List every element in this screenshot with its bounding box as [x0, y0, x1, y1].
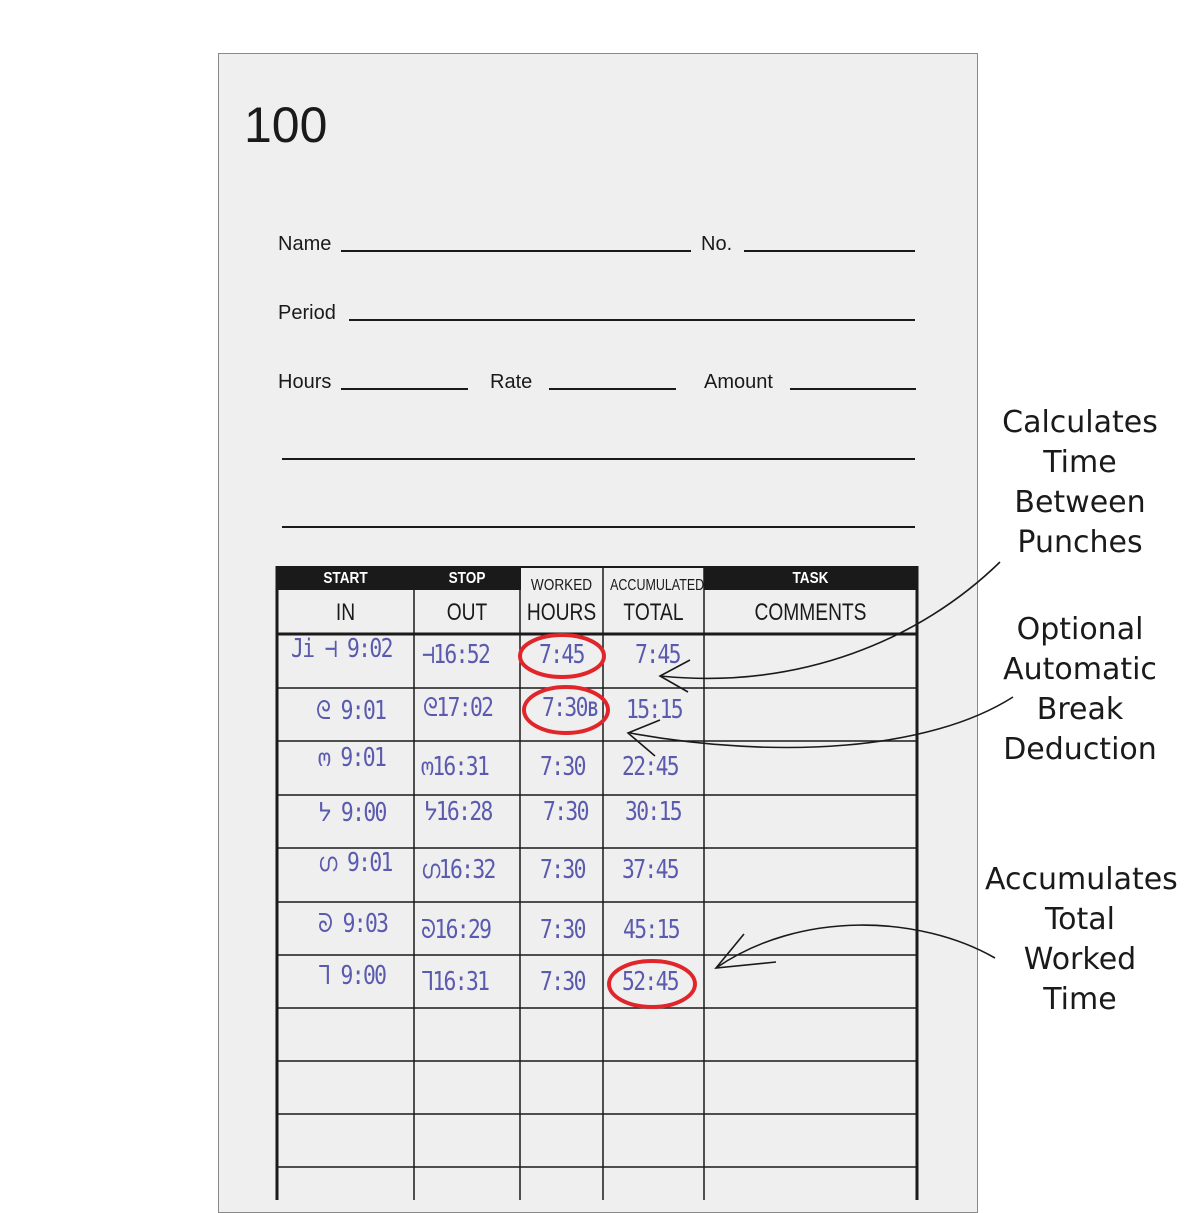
- header-task: TASK: [792, 570, 829, 587]
- row-2-worked: 7:30ʙ: [542, 693, 598, 723]
- arrow-accum: [716, 925, 995, 968]
- annotation-break-deduction: Optional Automatic Break Deduction: [1003, 612, 1157, 767]
- rate-label: Rate: [490, 371, 533, 393]
- row-6-out: ᘐ16:29: [421, 915, 491, 945]
- row-3-in: ო 9:01: [318, 743, 386, 773]
- row-4-out: ᔭ16:28: [424, 797, 492, 827]
- period-label: Period: [278, 302, 336, 324]
- header-total: TOTAL: [623, 599, 684, 626]
- row-6-in: ᘐ 9:03: [318, 909, 388, 939]
- row-4-worked: 7:30: [543, 797, 588, 827]
- row-1-in: Ji ⊣ 9:02: [291, 634, 392, 664]
- row-4-total: 30:15: [625, 797, 681, 827]
- no-label: No.: [701, 233, 733, 255]
- header-worked: WORKED: [530, 577, 593, 594]
- row-3-total: 22:45: [622, 752, 678, 782]
- annotation-calculates-time: Calculates Time Between Punches: [1002, 405, 1158, 560]
- arrow-break: [630, 697, 1013, 747]
- card-number: 100: [244, 97, 328, 153]
- header-in: IN: [335, 599, 356, 626]
- hours-label: Hours: [278, 371, 332, 393]
- row-6-total: 45:15: [623, 915, 679, 945]
- arrow-calc: [660, 562, 1000, 678]
- row-1-total: 7:45: [635, 640, 680, 670]
- arrows: [628, 562, 1013, 968]
- highlight-oval-total: [609, 961, 695, 1007]
- row-2-total: 15:15: [626, 695, 682, 725]
- amount-label: Amount: [704, 371, 773, 393]
- row-6-worked: 7:30: [540, 915, 585, 945]
- row-1-out: ⊣16:52: [422, 640, 490, 670]
- row-2-in: ᘓ 9:01: [316, 696, 386, 726]
- highlight-oval-worked-2: [524, 687, 608, 733]
- header-stop: STOP: [448, 570, 486, 587]
- header-start: START: [323, 570, 368, 587]
- row-4-in: ᔭ 9:00: [318, 798, 386, 828]
- row-7-out: ᒣ16:31: [421, 967, 489, 997]
- row-7-total: 52:45: [622, 967, 678, 997]
- header-hours: HOURS: [526, 599, 597, 626]
- row-3-out: ო16:31: [421, 752, 489, 782]
- row-7-in: ᒣ 9:00: [318, 961, 386, 991]
- row-3-worked: 7:30: [540, 752, 585, 782]
- row-7-worked: 7:30: [540, 967, 585, 997]
- row-5-in: ഗ 9:01: [318, 848, 392, 878]
- row-5-worked: 7:30: [540, 855, 585, 885]
- header-out: OUT: [446, 599, 488, 626]
- row-5-total: 37:45: [622, 855, 678, 885]
- highlight-oval-worked-1: [520, 635, 604, 677]
- header-accumulated: ACCUMULATED: [610, 577, 705, 594]
- annotation-accumulates-total: Accumulates Total Worked Time: [985, 862, 1178, 1017]
- name-label: Name: [278, 233, 332, 255]
- row-5-out: ഗ16:32: [421, 855, 495, 885]
- header-comments: COMMENTS: [754, 599, 867, 626]
- row-1-worked: 7:45: [539, 640, 584, 670]
- row-2-out: ᘓ17:02: [423, 693, 493, 723]
